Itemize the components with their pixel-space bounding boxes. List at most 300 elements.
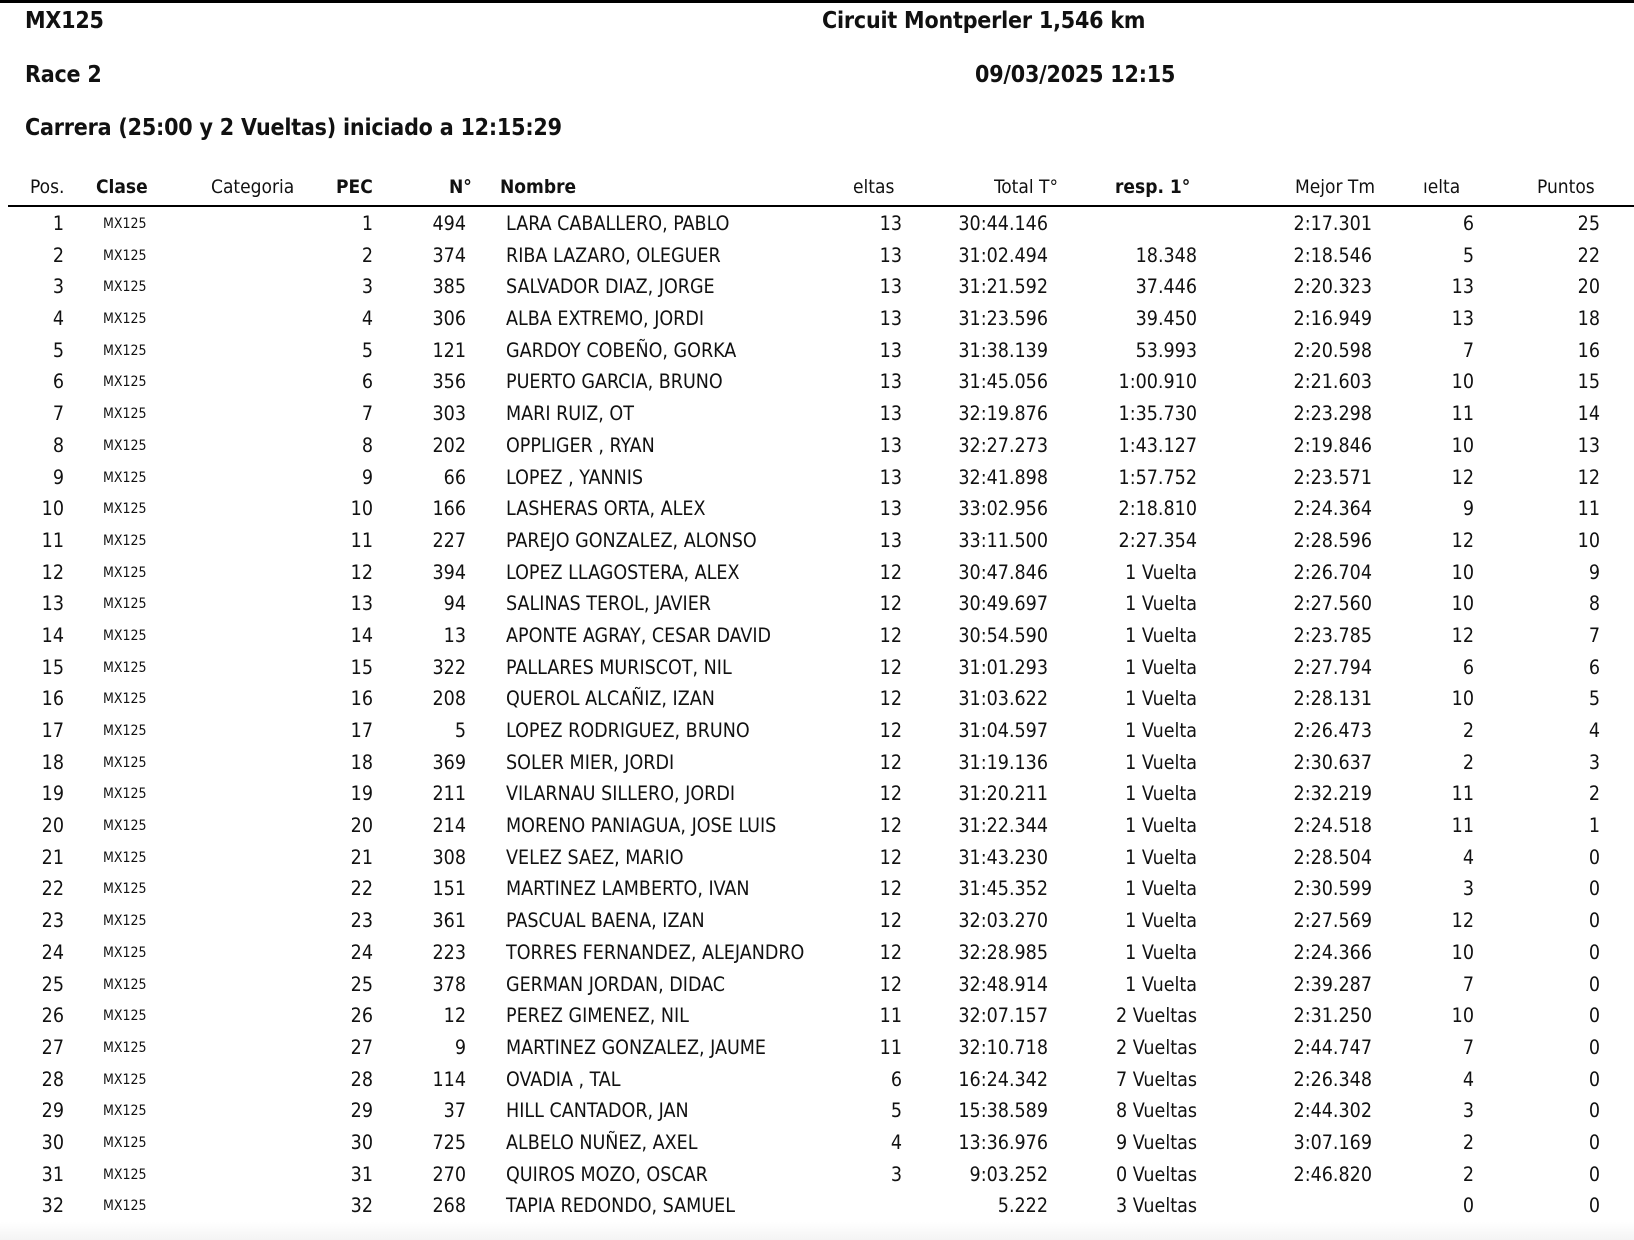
col-best: Mejor Tm <box>1295 176 1376 198</box>
class-cell: MX125 <box>103 1008 147 1025</box>
rider-name-cell: TORRES FERNANDEZ, ALEJANDRO <box>506 940 805 964</box>
position-cell: 27 <box>41 1035 64 1059</box>
gap-cell: 1 Vuelta <box>1125 940 1197 964</box>
position-cell: 11 <box>41 528 64 552</box>
class-cell: MX125 <box>103 913 147 930</box>
gap-cell: 1 Vuelta <box>1125 845 1197 869</box>
best-time-cell: 2:21.603 <box>1293 370 1372 394</box>
points-cell: 3 <box>1588 750 1600 774</box>
position-cell: 15 <box>41 655 64 679</box>
position-cell: 22 <box>41 877 64 901</box>
position-cell: 5 <box>52 338 64 362</box>
best-lap-cell: 2 <box>1462 1162 1474 1186</box>
class-cell: MX125 <box>103 849 147 866</box>
gap-cell: 18.348 <box>1135 243 1197 267</box>
laps-cell: 12 <box>879 687 902 711</box>
class-cell: MX125 <box>103 1166 147 1183</box>
results-table-body <box>0 208 1634 1222</box>
total-time-cell: 32:10.718 <box>958 1035 1048 1059</box>
best-time-cell: 2:26.704 <box>1293 560 1372 584</box>
class-cell: MX125 <box>103 406 147 423</box>
points-cell: 10 <box>1577 528 1600 552</box>
laps-cell: 12 <box>879 909 902 933</box>
best-time-cell: 2:32.219 <box>1293 782 1372 806</box>
rider-name-cell: LOPEZ , YANNIS <box>506 465 644 489</box>
points-cell: 0 <box>1588 972 1600 996</box>
position-cell: 2 <box>52 243 64 267</box>
table-row <box>0 1000 1634 1032</box>
class-cell: MX125 <box>103 786 147 803</box>
best-lap-cell: 10 <box>1451 560 1474 584</box>
total-time-cell: 31:45.056 <box>958 370 1048 394</box>
rider-name-cell: QUEROL ALCAÑIZ, IZAN <box>506 687 715 711</box>
pec-cell: 10 <box>350 497 373 521</box>
best-time-cell: 2:31.250 <box>1293 1004 1372 1028</box>
points-cell: 1 <box>1588 814 1600 838</box>
table-row <box>0 525 1634 557</box>
rider-name-cell: PALLARES MURISCOT, NIL <box>506 655 732 679</box>
class-cell: MX125 <box>103 469 147 486</box>
table-row <box>0 462 1634 494</box>
laps-cell: 13 <box>879 497 902 521</box>
total-time-cell: 30:44.146 <box>958 212 1048 235</box>
gap-cell: 1 Vuelta <box>1125 750 1197 774</box>
best-time-cell: 2:24.366 <box>1293 940 1372 964</box>
laps-cell: 12 <box>879 814 902 838</box>
laps-cell: 12 <box>879 940 902 964</box>
bike-number-cell: 208 <box>432 687 466 711</box>
bike-number-cell: 151 <box>432 877 466 901</box>
total-time-cell: 15:38.589 <box>958 1099 1048 1123</box>
position-cell: 18 <box>41 750 64 774</box>
rider-name-cell: PAREJO GONZALEZ, ALONSO <box>506 528 757 552</box>
bike-number-cell: 121 <box>432 338 466 362</box>
class-cell: MX125 <box>103 501 147 518</box>
race-title: Race 2 <box>25 62 102 88</box>
table-row <box>0 557 1634 589</box>
total-time-cell: 9:03.252 <box>969 1162 1048 1186</box>
laps-cell: 13 <box>879 212 902 235</box>
laps-cell: 13 <box>879 465 902 489</box>
laps-cell: 12 <box>879 655 902 679</box>
bike-number-cell: 374 <box>432 243 466 267</box>
best-time-cell: 2:28.596 <box>1293 528 1372 552</box>
rider-name-cell: LOPEZ LLAGOSTERA, ALEX <box>506 560 740 584</box>
gap-cell: 1:57.752 <box>1118 465 1197 489</box>
gap-cell: 2 Vueltas <box>1116 1035 1197 1059</box>
total-time-cell: 5.222 <box>997 1194 1048 1218</box>
header-rule <box>8 205 1634 207</box>
table-row <box>0 842 1634 874</box>
total-time-cell: 16:24.342 <box>958 1067 1048 1091</box>
gap-cell: 2:27.354 <box>1118 528 1197 552</box>
table-row <box>0 588 1634 620</box>
gap-cell: 7 Vueltas <box>1116 1067 1197 1091</box>
total-time-cell: 32:19.876 <box>958 402 1048 426</box>
gap-cell: 0 Vueltas <box>1116 1162 1197 1186</box>
total-time-cell: 31:23.596 <box>958 307 1048 331</box>
page-bottom <box>0 1222 1634 1240</box>
bike-number-cell: 211 <box>432 782 466 806</box>
pec-cell: 13 <box>350 592 373 616</box>
bike-number-cell: 369 <box>432 750 466 774</box>
points-cell: 0 <box>1588 940 1600 964</box>
class-cell: MX125 <box>103 1071 147 1088</box>
position-cell: 9 <box>52 465 64 489</box>
best-lap-cell: 11 <box>1451 402 1474 426</box>
laps-cell: 6 <box>890 1067 902 1091</box>
class-title: MX125 <box>25 8 104 34</box>
laps-cell: 13 <box>879 338 902 362</box>
best-lap-cell: 3 <box>1462 1099 1474 1123</box>
rider-name-cell: LOPEZ RODRIGUEZ, BRUNO <box>506 719 750 742</box>
class-cell: MX125 <box>103 659 147 676</box>
position-cell: 13 <box>41 592 64 616</box>
gap-cell: 2:18.810 <box>1118 497 1197 521</box>
class-cell: MX125 <box>103 532 147 549</box>
gap-cell: 1 Vuelta <box>1125 655 1197 679</box>
bike-number-cell: 13 <box>443 623 466 647</box>
position-cell: 8 <box>52 433 64 457</box>
gap-cell: 9 Vueltas <box>1116 1130 1197 1154</box>
laps-cell: 12 <box>879 719 902 742</box>
table-row <box>0 810 1634 842</box>
pec-cell: 6 <box>361 370 373 394</box>
laps-cell: 12 <box>879 845 902 869</box>
gap-cell: 1 Vuelta <box>1125 909 1197 933</box>
best-lap-cell: 10 <box>1451 687 1474 711</box>
class-cell: MX125 <box>103 342 147 359</box>
laps-cell: 13 <box>879 243 902 267</box>
best-lap-cell: 10 <box>1451 1004 1474 1028</box>
rider-name-cell: VILARNAU SILLERO, JORDI <box>506 782 736 806</box>
gap-cell: 39.450 <box>1135 307 1197 331</box>
table-row <box>0 335 1634 367</box>
laps-cell: 3 <box>890 1162 902 1186</box>
rider-name-cell: PUERTO GARCIA, BRUNO <box>506 370 723 394</box>
gap-cell: 1 Vuelta <box>1125 972 1197 996</box>
total-time-cell: 30:54.590 <box>958 623 1048 647</box>
pec-cell: 4 <box>361 307 373 331</box>
class-cell: MX125 <box>103 1198 147 1215</box>
points-cell: 0 <box>1588 1130 1600 1154</box>
rider-name-cell: RIBA LAZARO, OLEGUER <box>506 243 721 267</box>
total-time-cell: 32:41.898 <box>958 465 1048 489</box>
class-cell: MX125 <box>103 216 147 232</box>
gap-cell: 1:43.127 <box>1118 433 1197 457</box>
class-cell: MX125 <box>103 1103 147 1120</box>
pec-cell: 25 <box>350 972 373 996</box>
race-description: Carrera (25:00 y 2 Vueltas) iniciado a 12:15:29 <box>25 115 562 141</box>
points-cell: 0 <box>1588 909 1600 933</box>
gap-cell: 1:35.730 <box>1118 402 1197 426</box>
best-time-cell: 2:30.637 <box>1293 750 1372 774</box>
class-cell: MX125 <box>103 723 147 739</box>
gap-cell: 1:00.910 <box>1118 370 1197 394</box>
bike-number-cell: 202 <box>432 433 466 457</box>
pec-cell: 26 <box>350 1004 373 1028</box>
position-cell: 1 <box>52 212 64 235</box>
table-row <box>0 1159 1634 1191</box>
bike-number-cell: 5 <box>454 719 466 742</box>
best-lap-cell: 6 <box>1462 655 1474 679</box>
bike-number-cell: 385 <box>432 275 466 299</box>
position-cell: 16 <box>41 687 64 711</box>
best-time-cell: 2:18.546 <box>1293 243 1372 267</box>
bike-number-cell: 94 <box>443 592 466 616</box>
best-lap-cell: 7 <box>1462 972 1474 996</box>
class-cell: MX125 <box>103 881 147 898</box>
best-time-cell: 3:07.169 <box>1293 1130 1372 1154</box>
best-lap-cell: 2 <box>1462 750 1474 774</box>
position-cell: 4 <box>52 307 64 331</box>
class-cell: MX125 <box>103 627 147 644</box>
laps-cell: 13 <box>879 307 902 331</box>
bike-number-cell: 114 <box>432 1067 466 1091</box>
table-row <box>0 747 1634 779</box>
best-lap-cell: 3 <box>1462 877 1474 901</box>
rider-name-cell: LARA CABALLERO, PABLO <box>506 212 730 235</box>
points-cell: 11 <box>1577 497 1600 521</box>
table-row <box>0 683 1634 715</box>
position-cell: 32 <box>41 1194 64 1218</box>
position-cell: 23 <box>41 909 64 933</box>
bike-number-cell: 725 <box>432 1130 466 1154</box>
laps-cell: 13 <box>879 528 902 552</box>
bike-number-cell: 270 <box>432 1162 466 1186</box>
pec-cell: 9 <box>361 465 373 489</box>
best-time-cell: 2:16.949 <box>1293 307 1372 331</box>
gap-cell: 2 Vueltas <box>1116 1004 1197 1028</box>
best-time-cell: 2:28.504 <box>1293 845 1372 869</box>
bike-number-cell: 303 <box>432 402 466 426</box>
col-vueltas: eltas <box>853 176 895 198</box>
class-cell: MX125 <box>103 818 147 835</box>
pec-cell: 22 <box>350 877 373 901</box>
table-row <box>0 1127 1634 1159</box>
gap-cell: 1 Vuelta <box>1125 560 1197 584</box>
laps-cell: 13 <box>879 402 902 426</box>
table-row <box>0 778 1634 810</box>
total-time-cell: 31:21.592 <box>958 275 1048 299</box>
col-pec: PEC <box>336 176 373 198</box>
table-row <box>0 493 1634 525</box>
rider-name-cell: QUIROS MOZO, OSCAR <box>506 1162 708 1186</box>
points-cell: 22 <box>1577 243 1600 267</box>
bike-number-cell: 227 <box>432 528 466 552</box>
rider-name-cell: MORENO PANIAGUA, JOSE LUIS <box>506 814 777 838</box>
gap-cell: 53.993 <box>1135 338 1197 362</box>
bike-number-cell: 378 <box>432 972 466 996</box>
race-datetime: 09/03/2025 12:15 <box>975 62 1176 88</box>
rider-name-cell: ALBELO NUÑEZ, AXEL <box>506 1130 698 1154</box>
laps-cell: 13 <box>879 370 902 394</box>
points-cell: 9 <box>1588 560 1600 584</box>
gap-cell: 1 Vuelta <box>1125 687 1197 711</box>
best-lap-cell: 10 <box>1451 592 1474 616</box>
total-time-cell: 33:11.500 <box>958 528 1048 552</box>
laps-cell: 12 <box>879 782 902 806</box>
table-row <box>0 905 1634 937</box>
col-pos: Pos. <box>30 176 65 198</box>
best-lap-cell: 6 <box>1462 212 1474 235</box>
class-cell: MX125 <box>103 944 147 961</box>
points-cell: 16 <box>1577 338 1600 362</box>
best-lap-cell: 13 <box>1451 307 1474 331</box>
rider-name-cell: TAPIA REDONDO, SAMUEL <box>506 1194 736 1218</box>
laps-cell: 12 <box>879 623 902 647</box>
position-cell: 3 <box>52 275 64 299</box>
position-cell: 26 <box>41 1004 64 1028</box>
pec-cell: 16 <box>350 687 373 711</box>
table-row <box>0 1190 1634 1222</box>
gap-cell: 1 Vuelta <box>1125 782 1197 806</box>
bike-number-cell: 308 <box>432 845 466 869</box>
position-cell: 12 <box>41 560 64 584</box>
laps-cell: 12 <box>879 592 902 616</box>
best-time-cell: 2:30.599 <box>1293 877 1372 901</box>
laps-cell: 12 <box>879 750 902 774</box>
table-row <box>0 430 1634 462</box>
rider-name-cell: SOLER MIER, JORDI <box>506 750 675 774</box>
best-time-cell: 2:27.569 <box>1293 909 1372 933</box>
position-cell: 6 <box>52 370 64 394</box>
table-row <box>0 873 1634 905</box>
col-puntos: Puntos <box>1537 176 1595 198</box>
best-lap-cell: 11 <box>1451 782 1474 806</box>
bike-number-cell: 356 <box>432 370 466 394</box>
class-cell: MX125 <box>103 596 147 613</box>
best-lap-cell: 10 <box>1451 370 1474 394</box>
rider-name-cell: SALINAS TEROL, JAVIER <box>506 592 711 616</box>
rider-name-cell: MARI RUIZ, OT <box>506 402 634 426</box>
points-cell: 0 <box>1588 1004 1600 1028</box>
best-time-cell: 2:23.298 <box>1293 402 1372 426</box>
best-time-cell: 2:44.747 <box>1293 1035 1372 1059</box>
rider-name-cell: GERMAN JORDAN, DIDAC <box>506 972 726 996</box>
pec-cell: 12 <box>350 560 373 584</box>
class-cell: MX125 <box>103 754 147 771</box>
points-cell: 14 <box>1577 402 1600 426</box>
best-lap-cell: 10 <box>1451 433 1474 457</box>
points-cell: 7 <box>1588 623 1600 647</box>
points-cell: 0 <box>1588 845 1600 869</box>
points-cell: 0 <box>1588 877 1600 901</box>
rider-name-cell: OPPLIGER , RYAN <box>506 433 655 457</box>
best-time-cell: 2:17.301 <box>1293 212 1372 235</box>
points-cell: 25 <box>1577 212 1600 235</box>
rider-name-cell: VELEZ SAEZ, MARIO <box>506 845 684 869</box>
pec-cell: 20 <box>350 814 373 838</box>
rider-name-cell: HILL CANTADOR, JAN <box>506 1099 689 1123</box>
total-time-cell: 31:04.597 <box>958 719 1048 742</box>
total-time-cell: 32:07.157 <box>958 1004 1048 1028</box>
points-cell: 8 <box>1588 592 1600 616</box>
rider-name-cell: PASCUAL BAENA, IZAN <box>506 909 705 933</box>
pec-cell: 24 <box>350 940 373 964</box>
best-time-cell: 2:26.473 <box>1293 719 1372 742</box>
best-lap-cell: 4 <box>1462 845 1474 869</box>
gap-cell: 8 Vueltas <box>1116 1099 1197 1123</box>
top-border <box>0 0 1634 3</box>
pec-cell: 29 <box>350 1099 373 1123</box>
position-cell: 28 <box>41 1067 64 1091</box>
table-row <box>0 366 1634 398</box>
position-cell: 21 <box>41 845 64 869</box>
total-time-cell: 13:36.976 <box>958 1130 1048 1154</box>
class-cell: MX125 <box>103 1039 147 1056</box>
bike-number-cell: 66 <box>443 465 466 489</box>
points-cell: 15 <box>1577 370 1600 394</box>
best-lap-cell: 2 <box>1462 1130 1474 1154</box>
gap-cell: 1 Vuelta <box>1125 814 1197 838</box>
points-cell: 12 <box>1577 465 1600 489</box>
col-gap: resp. 1° <box>1115 176 1191 198</box>
pec-cell: 1 <box>361 212 373 235</box>
gap-cell: 3 Vueltas <box>1116 1194 1197 1218</box>
points-cell: 0 <box>1588 1099 1600 1123</box>
pec-cell: 14 <box>350 623 373 647</box>
laps-cell: 13 <box>879 433 902 457</box>
best-lap-cell: 12 <box>1451 465 1474 489</box>
best-lap-cell: 12 <box>1451 623 1474 647</box>
position-cell: 17 <box>41 719 64 742</box>
position-cell: 31 <box>41 1162 64 1186</box>
total-time-cell: 32:27.273 <box>958 433 1048 457</box>
points-cell: 13 <box>1577 433 1600 457</box>
pec-cell: 7 <box>361 402 373 426</box>
gap-cell: 1 Vuelta <box>1125 623 1197 647</box>
laps-cell: 11 <box>879 1035 902 1059</box>
best-time-cell: 2:20.323 <box>1293 275 1372 299</box>
pec-cell: 3 <box>361 275 373 299</box>
best-lap-cell: 0 <box>1462 1194 1474 1218</box>
position-cell: 30 <box>41 1130 64 1154</box>
laps-cell: 12 <box>879 877 902 901</box>
points-cell: 18 <box>1577 307 1600 331</box>
gap-cell: 1 Vuelta <box>1125 877 1197 901</box>
pec-cell: 30 <box>350 1130 373 1154</box>
table-row <box>0 1064 1634 1096</box>
rider-name-cell: APONTE AGRAY, CESAR DAVID <box>506 623 772 647</box>
points-cell: 2 <box>1588 782 1600 806</box>
table-row <box>0 620 1634 652</box>
col-total: Total T° <box>994 176 1058 198</box>
col-num: N° <box>449 176 472 198</box>
best-lap-cell: 12 <box>1451 909 1474 933</box>
pec-cell: 21 <box>350 845 373 869</box>
pec-cell: 27 <box>350 1035 373 1059</box>
table-row <box>0 715 1634 747</box>
pec-cell: 17 <box>350 719 373 742</box>
best-lap-cell: 10 <box>1451 940 1474 964</box>
table-row <box>0 271 1634 303</box>
position-cell: 29 <box>41 1099 64 1123</box>
rider-name-cell: ALBA EXTREMO, JORDI <box>506 307 705 331</box>
best-time-cell: 2:39.287 <box>1293 972 1372 996</box>
position-cell: 25 <box>41 972 64 996</box>
pec-cell: 23 <box>350 909 373 933</box>
total-time-cell: 32:28.985 <box>958 940 1048 964</box>
total-time-cell: 31:38.139 <box>958 338 1048 362</box>
points-cell: 6 <box>1588 655 1600 679</box>
results-table-header <box>0 176 1634 204</box>
table-row <box>0 652 1634 684</box>
best-lap-cell: 11 <box>1451 814 1474 838</box>
pec-cell: 18 <box>350 750 373 774</box>
best-time-cell: 2:27.560 <box>1293 592 1372 616</box>
total-time-cell: 32:03.270 <box>958 909 1048 933</box>
